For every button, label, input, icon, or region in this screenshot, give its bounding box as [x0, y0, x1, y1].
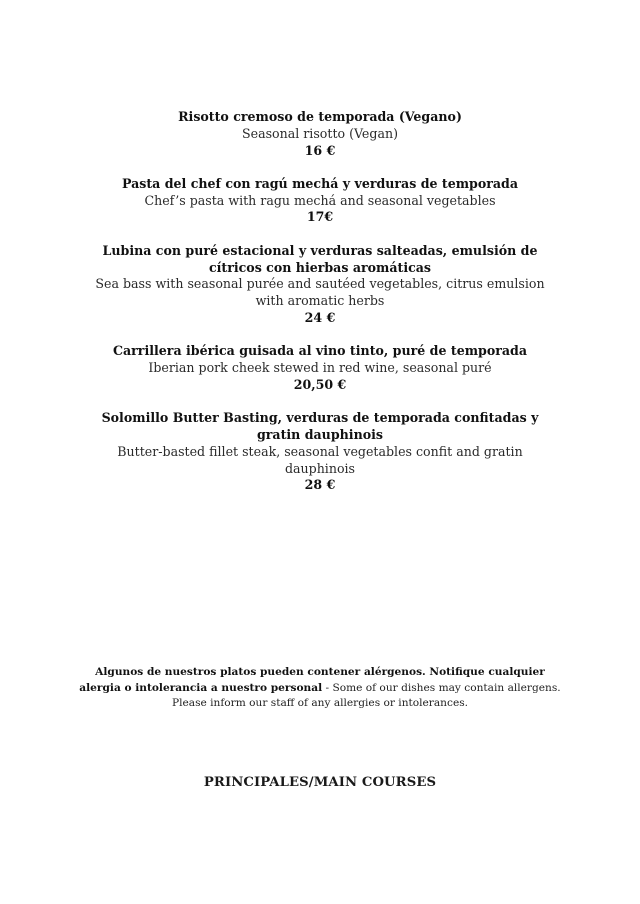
dish-name-es: Lubina con puré estacional y verduras salteadas, emulsión de cítricos con hierbas aromáticas: [102, 242, 538, 275]
allergen-notice: [78, 665, 562, 712]
dish-price: 28 €: [304, 477, 336, 493]
dish-name-en: Chef’s pasta with ragu mechá and seasonal vegetables: [144, 192, 496, 208]
dish-item: [95, 109, 545, 159]
dish-list: [95, 109, 545, 511]
allergen-notice-en: Some of our dishes may contain allergens. Please inform our staff of any allergies or intolerances.: [171, 681, 561, 710]
dish-price: 20,50 €: [293, 376, 347, 392]
allergen-notice-separator: -: [322, 681, 333, 694]
dish-name-es: Pasta del chef con ragú mechá y verduras de temporada: [121, 175, 519, 191]
dish-price: 24 €: [304, 309, 336, 325]
dish-name-es: Carrillera ibérica guisada al vino tinto, puré de temporada: [112, 343, 527, 359]
dish-name-en: Sea bass with seasonal purée and sautéed vegetables, citrus emulsion with aromatic herbs: [95, 276, 545, 309]
dish-item: [95, 243, 545, 327]
dish-name-es: Solomillo Butter Basting, verduras de temporada confitadas y gratin dauphinois: [101, 410, 539, 442]
dish-item: [95, 343, 545, 393]
dish-name-en: Seasonal risotto (Vegan): [242, 125, 398, 141]
allergen-notice-es: Algunos de nuestros platos pueden contener alérgenos. Notifique cualquier alergia o intolerancia a nuestro personal: [79, 666, 545, 694]
dish-item: [95, 176, 545, 226]
dish-name-en: Butter-basted fillet steak, seasonal vegetables confit and gratin dauphinois: [117, 443, 523, 476]
section-title: PRINCIPALES/MAIN COURSES: [203, 775, 437, 790]
dish-price: 17€: [306, 209, 334, 225]
dish-item: [95, 410, 545, 494]
dish-name-es: Risotto cremoso de temporada (Vegano): [178, 109, 462, 124]
dish-price: 16 €: [304, 142, 336, 158]
dish-name-en: Iberian pork cheek stewed in red wine, seasonal puré: [148, 360, 492, 376]
